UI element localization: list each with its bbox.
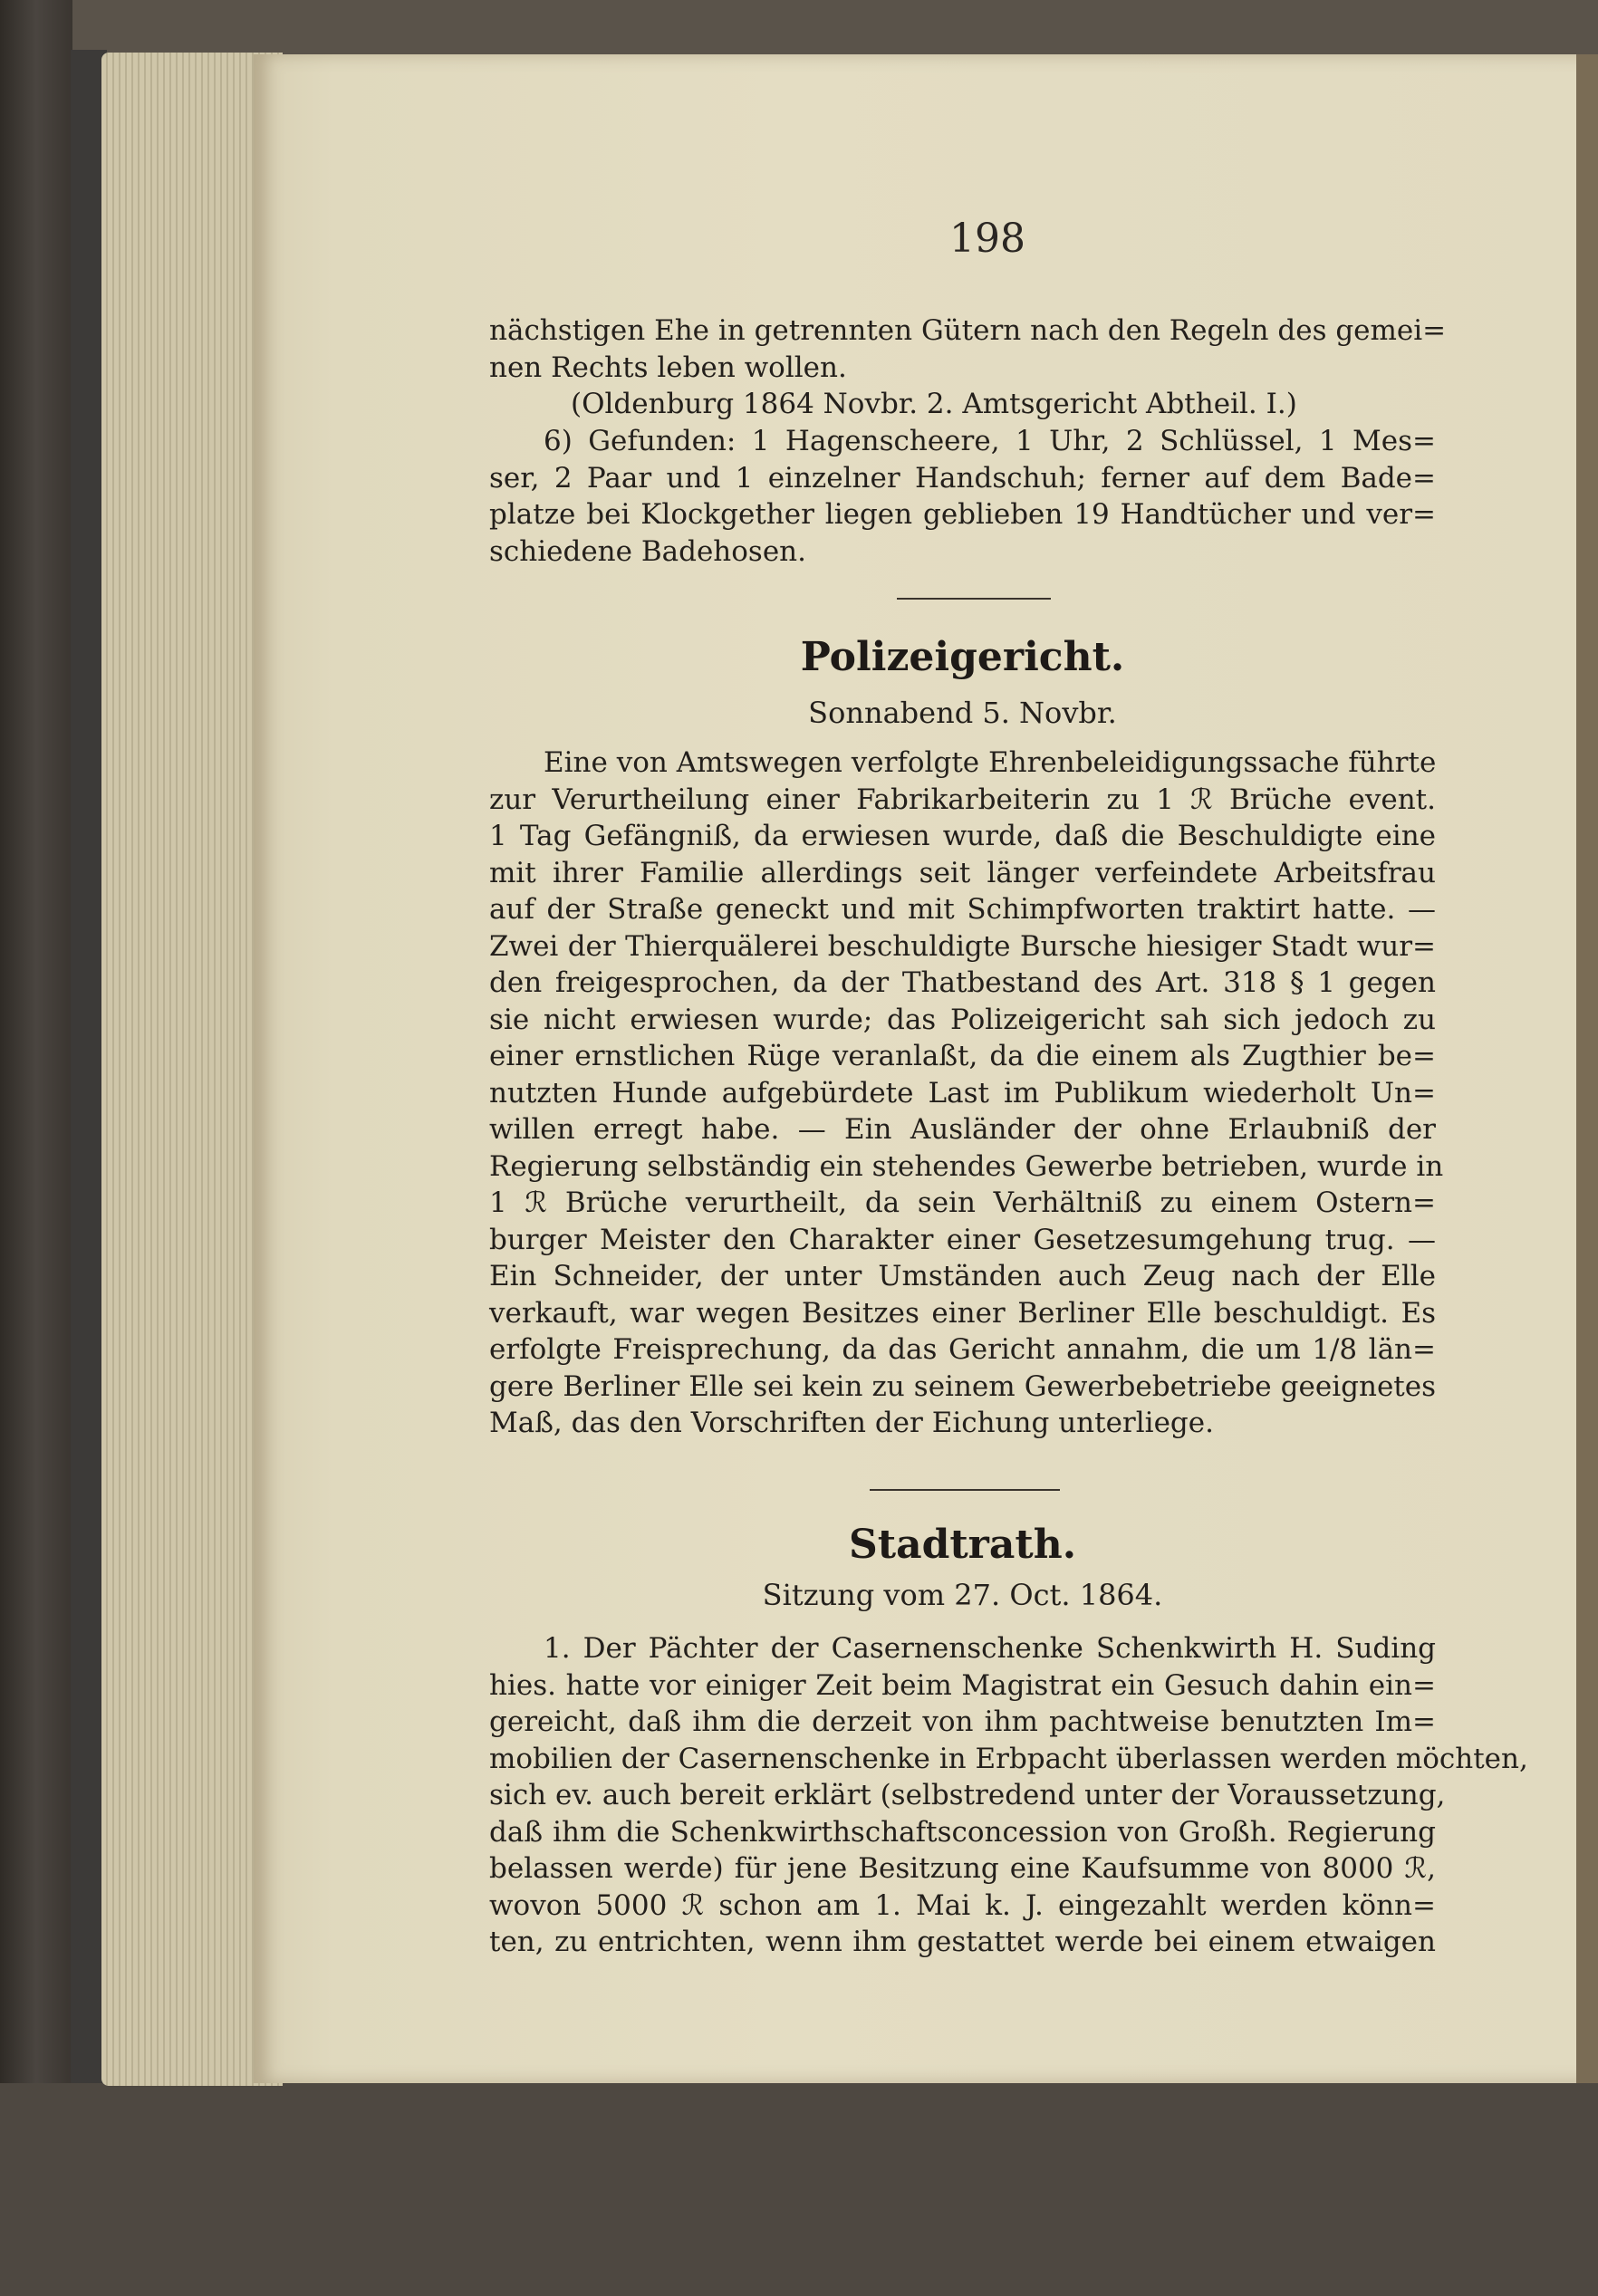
text-line: Regierung selbständig ein stehendes Gewerbe betrieben, wurde in — [489, 1149, 1444, 1183]
text-line: nutzten Hunde aufgebürdete Last im Publikum wiederholt Un= — [489, 1076, 1436, 1110]
text-line: mobilien der Casernenschenke in Erbpacht überlassen werden möchten, — [489, 1742, 1528, 1775]
text-line: burger Meister den Charakter einer Gesetzesumgehung trug. — — [489, 1223, 1436, 1256]
background-bottom — [0, 2083, 1598, 2296]
text-line: Ein Schneider, der unter Umständen auch Zeug nach der Elle — [489, 1260, 1436, 1292]
text-line: nächstigen Ehe in getrennten Gütern nach den Regeln des gemei= — [489, 314, 1447, 347]
text-line: ten, zu entrichten, wenn ihm gestattet werde bei einem etwaigen — [489, 1926, 1436, 1958]
text-line: den freigesprochen, da der Thatbestand des Art. 318 § 1 gegen — [489, 966, 1436, 999]
text-line: Maß, das den Vorschriften der Eichung unterliege. — [489, 1407, 1214, 1439]
text-line: Eine von Amtswegen verfolgte Ehrenbeleidigungssache führte — [544, 746, 1437, 779]
section-divider — [870, 1489, 1060, 1491]
text-line: gereicht, daß ihm die derzeit von ihm pachtweise benutzten Im= — [489, 1705, 1436, 1738]
continuation-paragraph — [489, 312, 1447, 386]
text-line: sich ev. auch bereit erklärt (selbstredend unter der Voraussetzung, — [489, 1779, 1446, 1811]
text-line: einer ernstlichen Rüge veranlaßt, da die einem als Zugthier be= — [489, 1040, 1436, 1072]
text-line: 6) Gefunden: 1 Hagenscheere, 1 Uhr, 2 Schlüssel, 1 Mes= — [544, 425, 1436, 457]
text-line: wovon 5000 ℛ schon am 1. Mai k. J. eingezahlt werden könn= — [489, 1888, 1436, 1922]
text-line: 1. Der Pächter der Casernenschenke Schenkwirth H. Suding — [544, 1632, 1436, 1665]
section-date-police-court: Sonnabend 5. Novbr. — [808, 696, 1117, 730]
police-court-paragraph — [489, 745, 1444, 1442]
text-line: sie nicht erwiesen wurde; das Polizeigericht sah sich jedoch zu — [489, 1003, 1436, 1036]
city-council-paragraph — [489, 1630, 1528, 1961]
page-number: 198 — [949, 216, 1025, 262]
text-line: Zwei der Thierquälerei beschuldigte Bursche hiesiger Stadt wur= — [489, 929, 1436, 963]
found-items-paragraph — [489, 423, 1436, 570]
text-line: hies. hatte vor einiger Zeit beim Magistrat ein Gesuch dahin ein= — [489, 1668, 1436, 1702]
text-line: platze bei Klockgether liegen geblieben 19 Handtücher und ver= — [489, 498, 1436, 531]
text-line: schiedene Badehosen. — [489, 534, 807, 568]
section-title-police-court: Polizeigericht. — [800, 634, 1125, 680]
text-line: daß ihm die Schenkwirthschaftsconcession von Großh. Regierung — [489, 1815, 1436, 1849]
text-line: ser, 2 Paar und 1 einzelner Handschuh; ferner auf dem Bade= — [489, 461, 1436, 495]
text-line: 1 Tag Gefängniß, da erwiesen wurde, daß die Beschuldigte eine — [489, 820, 1436, 852]
source-note: (Oldenburg 1864 Novbr. 2. Amtsgericht Abtheil. I.) — [571, 388, 1297, 420]
section-date-city-council: Sitzung vom 27. Oct. 1864. — [762, 1578, 1163, 1612]
text-line: gere Berliner Elle sei kein zu seinem Gewerbebetriebe geeignetes — [489, 1369, 1436, 1403]
text-line: zur Verurtheilung einer Fabrikarbeiterin zu 1 ℛ Brüche event. — [489, 783, 1436, 816]
section-title-city-council: Stadtrath. — [848, 1522, 1077, 1568]
text-line: erfolgte Freisprechung, da das Gericht annahm, die um 1/8 län= — [489, 1333, 1436, 1366]
text-line: mit ihrer Familie allerdings seit länger verfeindete Arbeitsfrau — [489, 856, 1436, 889]
section-divider — [897, 598, 1051, 600]
text-line: 1 ℛ Brüche verurtheilt, da sein Verhältniß zu einem Ostern= — [489, 1186, 1436, 1219]
text-line: belassen werde) für jene Besitzung eine Kaufsumme von 8000 ℛ, — [489, 1852, 1436, 1885]
text-line: nen Rechts leben wollen. — [489, 351, 847, 384]
background-left — [0, 0, 72, 2296]
text-line: auf der Straße geneckt und mit Schimpfworten traktirt hatte. — — [489, 893, 1436, 926]
text-line: willen erregt habe. — Ein Ausländer der ohne Erlaubniß der — [489, 1113, 1436, 1146]
page-edge-right — [1576, 54, 1598, 2083]
text-line: verkauft, war wegen Besitzes einer Berliner Elle beschuldigt. Es — [489, 1296, 1436, 1330]
